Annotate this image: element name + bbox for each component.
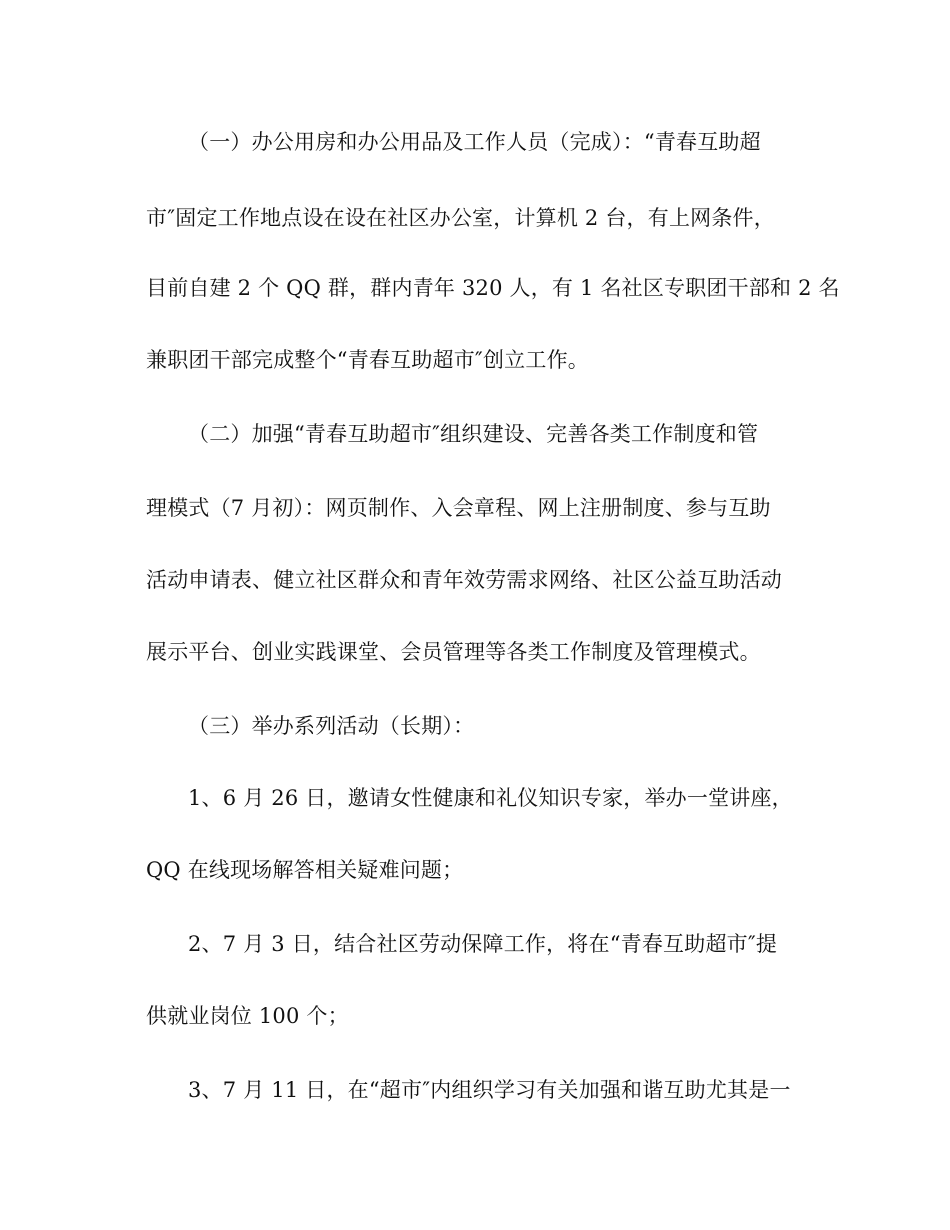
paragraph-2-line-1: （二）加强“青春互助超市″组织建设、完善各类工作制度和管 bbox=[188, 422, 759, 446]
paragraph-2-line-3: 活动申请表、健立社区群众和青年效劳需求网络、社区公益互助活动 bbox=[146, 568, 782, 592]
paragraph-2-line-2: 理模式（7 月初）：网页制作、入会章程、网上注册制度、参与互助 bbox=[146, 496, 771, 520]
item-2-line-1: 2、7 月 3 日，结合社区劳动保障工作，将在“青春互助超市″提 bbox=[188, 932, 778, 956]
paragraph-1-line-4: 兼职团干部完成整个“青春互助超市″创立工作。 bbox=[146, 348, 589, 372]
item-1-line-2: QQ 在线现场解答相关疑难问题； bbox=[146, 858, 464, 882]
item-3-line-1: 3、7 月 11 日，在“超市″内组织学习有关加强和谐互助尤其是一 bbox=[188, 1078, 791, 1102]
paragraph-2-line-4: 展示平台、创业实践课堂、会员管理等各类工作制度及管理模式。 bbox=[146, 640, 761, 664]
paragraph-1-line-3: 目前自建 2 个 QQ 群，群内青年 320 人，有 1 名社区专职团干部和 2 名 bbox=[146, 276, 840, 300]
paragraph-1-line-1: （一）办公用房和办公用品及工作人员（完成）：“青春互助超 bbox=[188, 130, 761, 154]
section-3-heading: （三）举办系列活动（长期）： bbox=[188, 714, 475, 738]
paragraph-1-line-2: 市″固定工作地点设在设在社区办公室，计算机 2 台，有上网条件， bbox=[146, 206, 775, 230]
item-2-line-2: 供就业岗位 100 个； bbox=[146, 1004, 349, 1028]
item-1-line-1: 1、6 月 26 日，邀请女性健康和礼仪知识专家，举办一堂讲座， bbox=[188, 786, 793, 810]
